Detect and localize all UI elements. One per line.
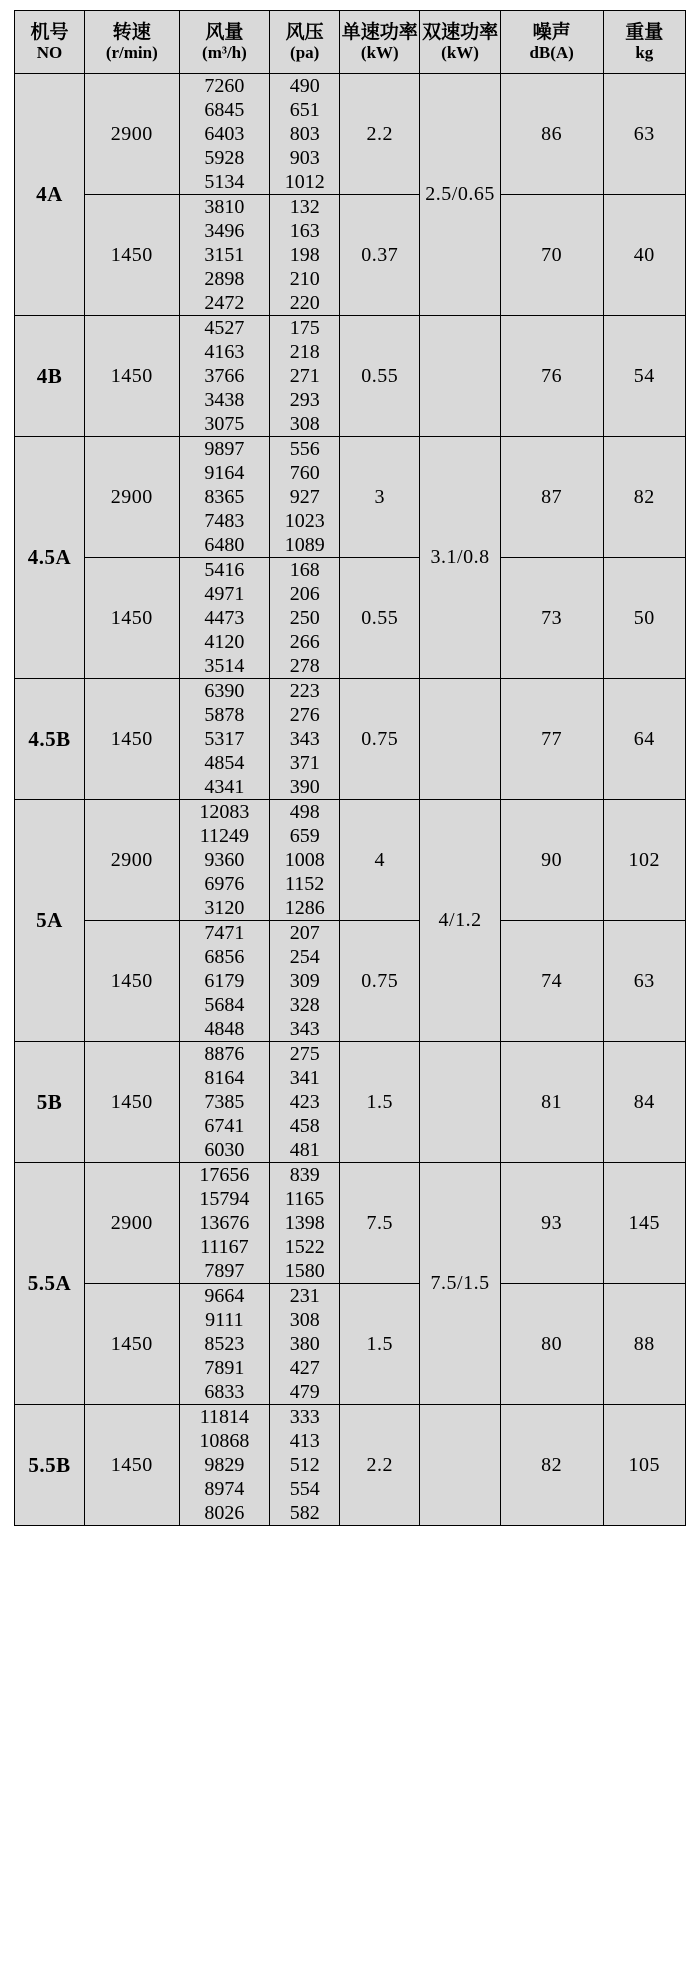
flow-value: 6403 <box>204 123 245 145</box>
dual-power-cell <box>420 316 500 437</box>
flow-value: 10868 <box>199 1430 250 1452</box>
flow-value: 9360 <box>204 849 245 871</box>
noise-cell: 80 <box>500 1284 603 1405</box>
dual-power-cell: 3.1/0.8 <box>420 437 500 679</box>
column-header-1 <box>84 11 179 74</box>
pressure-cell <box>270 1163 340 1284</box>
flow-value: 7385 <box>204 1091 245 1113</box>
pressure-value: 512 <box>289 1454 320 1476</box>
pressure-cell <box>270 74 340 195</box>
dual-power-cell: 4/1.2 <box>420 800 500 1042</box>
pressure-value: 276 <box>289 704 320 726</box>
noise-cell: 90 <box>500 800 603 921</box>
pressure-cell <box>270 679 340 800</box>
flow-value: 9164 <box>204 462 245 484</box>
flow-value: 4854 <box>204 752 245 774</box>
pressure-value: 220 <box>289 292 320 314</box>
table-row <box>15 1405 686 1526</box>
flow-value: 5134 <box>204 171 245 193</box>
pressure-value: 1398 <box>284 1212 325 1234</box>
model-cell: 4.5B <box>15 679 85 800</box>
flow-value: 8523 <box>204 1333 245 1355</box>
pressure-value: 659 <box>289 825 320 847</box>
pressure-cell <box>270 437 340 558</box>
rpm-cell: 1450 <box>84 1284 179 1405</box>
column-header-unit: NO <box>36 43 63 63</box>
noise-cell: 73 <box>500 558 603 679</box>
pressure-value: 490 <box>289 75 320 97</box>
flow-value: 7897 <box>204 1260 245 1282</box>
column-header-unit: dB(A) <box>529 43 574 63</box>
flow-value: 4120 <box>204 631 245 653</box>
pressure-value: 1012 <box>284 171 325 193</box>
pressure-cell <box>270 316 340 437</box>
flow-cell <box>179 1042 270 1163</box>
pressure-value: 206 <box>289 583 320 605</box>
single-power-cell: 7.5 <box>340 1163 420 1284</box>
pressure-value: 250 <box>289 607 320 629</box>
rpm-cell: 1450 <box>84 921 179 1042</box>
pressure-cell <box>270 1405 340 1526</box>
flow-value: 4848 <box>204 1018 245 1040</box>
column-header-7 <box>603 11 685 74</box>
flow-value: 2472 <box>204 292 245 314</box>
column-header-unit: (kW) <box>441 43 479 63</box>
flow-value: 4473 <box>204 607 245 629</box>
column-header-unit: kg <box>635 43 654 63</box>
flow-value: 5416 <box>204 559 245 581</box>
rpm-cell: 2900 <box>84 1163 179 1284</box>
pressure-value: 1165 <box>285 1188 325 1210</box>
flow-value: 4341 <box>204 776 245 798</box>
dual-power-cell <box>420 1405 500 1526</box>
column-header-title: 噪声 <box>532 21 571 43</box>
pressure-value: 458 <box>289 1115 320 1137</box>
noise-cell: 86 <box>500 74 603 195</box>
pressure-cell <box>270 1042 340 1163</box>
column-header-title: 重量 <box>625 21 664 43</box>
flow-value: 3438 <box>204 389 245 411</box>
flow-value: 3151 <box>204 244 245 266</box>
column-header-4 <box>340 11 420 74</box>
model-cell: 4.5A <box>15 437 85 679</box>
pressure-value: 1089 <box>284 534 325 556</box>
noise-cell: 87 <box>500 437 603 558</box>
column-header-title: 机号 <box>30 21 69 43</box>
flow-value: 8974 <box>204 1478 245 1500</box>
rpm-cell: 1450 <box>84 316 179 437</box>
pressure-cell <box>270 195 340 316</box>
flow-value: 9111 <box>205 1309 244 1331</box>
weight-cell: 82 <box>603 437 685 558</box>
pressure-value: 293 <box>289 389 320 411</box>
column-header-unit: (kW) <box>360 43 399 63</box>
weight-cell: 105 <box>603 1405 685 1526</box>
flow-value: 3514 <box>204 655 245 677</box>
flow-value: 6976 <box>204 873 245 895</box>
table-body <box>15 74 686 1526</box>
single-power-cell: 4 <box>340 800 420 921</box>
table-header <box>15 11 686 74</box>
model-cell: 4B <box>15 316 85 437</box>
flow-cell <box>179 1405 270 1526</box>
pressure-cell <box>270 558 340 679</box>
pressure-value: 1286 <box>284 897 325 919</box>
flow-value: 7483 <box>204 510 245 532</box>
flow-cell <box>179 558 270 679</box>
flow-value: 15794 <box>199 1188 250 1210</box>
weight-cell: 63 <box>603 921 685 1042</box>
flow-value: 8026 <box>204 1502 245 1524</box>
flow-value: 5878 <box>204 704 245 726</box>
flow-value: 8876 <box>204 1043 245 1065</box>
table-row <box>15 679 686 800</box>
pressure-value: 254 <box>289 946 320 968</box>
pressure-value: 651 <box>289 99 320 121</box>
noise-cell: 74 <box>500 921 603 1042</box>
dual-power-cell <box>420 679 500 800</box>
noise-cell: 77 <box>500 679 603 800</box>
flow-cell <box>179 1163 270 1284</box>
single-power-cell: 2.2 <box>340 1405 420 1526</box>
model-cell: 5B <box>15 1042 85 1163</box>
model-cell: 5A <box>15 800 85 1042</box>
table-row <box>15 74 686 195</box>
rpm-cell: 1450 <box>84 195 179 316</box>
column-header-2 <box>179 11 270 74</box>
rpm-cell: 2900 <box>84 74 179 195</box>
flow-value: 3120 <box>204 897 245 919</box>
table-row <box>15 558 686 679</box>
pressure-value: 275 <box>289 1043 320 1065</box>
flow-value: 8365 <box>204 486 245 508</box>
flow-value: 9829 <box>204 1454 245 1476</box>
table-row <box>15 437 686 558</box>
rpm-cell: 2900 <box>84 800 179 921</box>
pressure-value: 278 <box>289 655 320 677</box>
pressure-value: 168 <box>289 559 320 581</box>
pressure-value: 481 <box>289 1139 320 1161</box>
flow-cell <box>179 1284 270 1405</box>
single-power-cell: 3 <box>340 437 420 558</box>
pressure-value: 175 <box>289 317 320 339</box>
flow-value: 6390 <box>204 680 245 702</box>
flow-value: 9897 <box>204 438 245 460</box>
pressure-value: 308 <box>289 413 320 435</box>
header-row <box>15 11 686 74</box>
flow-value: 4527 <box>204 317 245 339</box>
flow-cell <box>179 74 270 195</box>
flow-value: 6480 <box>204 534 245 556</box>
flow-value: 7471 <box>204 922 245 944</box>
flow-cell <box>179 437 270 558</box>
spec-sheet <box>0 10 700 1965</box>
flow-value: 6833 <box>204 1381 245 1403</box>
model-cell: 5.5B <box>15 1405 85 1526</box>
column-header-unit: (pa) <box>290 43 320 63</box>
pressure-value: 1152 <box>285 873 325 895</box>
pressure-value: 231 <box>289 1285 320 1307</box>
pressure-cell <box>270 800 340 921</box>
flow-cell <box>179 800 270 921</box>
single-power-cell: 0.55 <box>340 558 420 679</box>
weight-cell: 88 <box>603 1284 685 1405</box>
column-header-unit: (m³/h) <box>202 43 247 63</box>
pressure-value: 390 <box>289 776 320 798</box>
pressure-value: 343 <box>289 1018 320 1040</box>
noise-cell: 76 <box>500 316 603 437</box>
flow-cell <box>179 679 270 800</box>
flow-value: 12083 <box>199 801 250 823</box>
pressure-value: 479 <box>289 1381 320 1403</box>
flow-value: 5928 <box>204 147 245 169</box>
pressure-value: 308 <box>289 1309 320 1331</box>
noise-cell: 81 <box>500 1042 603 1163</box>
column-header-title: 转速 <box>112 21 151 43</box>
pressure-value: 1008 <box>284 849 325 871</box>
weight-cell: 50 <box>603 558 685 679</box>
pressure-value: 1522 <box>284 1236 325 1258</box>
weight-cell: 145 <box>603 1163 685 1284</box>
pressure-value: 839 <box>289 1164 320 1186</box>
column-header-title: 单速功率 <box>341 21 418 43</box>
flow-value: 6030 <box>204 1139 245 1161</box>
flow-value: 6845 <box>204 99 245 121</box>
pressure-value: 1023 <box>284 510 325 532</box>
weight-cell: 64 <box>603 679 685 800</box>
pressure-value: 266 <box>289 631 320 653</box>
pressure-value: 423 <box>289 1091 320 1113</box>
pressure-value: 223 <box>289 680 320 702</box>
pressure-value: 371 <box>289 752 320 774</box>
pressure-value: 903 <box>289 147 320 169</box>
pressure-value: 760 <box>289 462 320 484</box>
pressure-value: 427 <box>289 1357 320 1379</box>
dual-power-cell: 2.5/0.65 <box>420 74 500 316</box>
flow-value: 4971 <box>204 583 245 605</box>
table-row <box>15 195 686 316</box>
flow-value: 2898 <box>204 268 245 290</box>
noise-cell: 82 <box>500 1405 603 1526</box>
flow-value: 5317 <box>204 728 245 750</box>
flow-value: 11249 <box>199 825 250 847</box>
pressure-cell <box>270 921 340 1042</box>
single-power-cell: 0.75 <box>340 679 420 800</box>
pressure-value: 271 <box>289 365 320 387</box>
rpm-cell: 1450 <box>84 679 179 800</box>
column-header-0 <box>15 11 85 74</box>
pressure-value: 132 <box>289 196 320 218</box>
table-row <box>15 316 686 437</box>
pressure-value: 328 <box>289 994 320 1016</box>
flow-value: 7891 <box>204 1357 245 1379</box>
pressure-value: 198 <box>289 244 320 266</box>
single-power-cell: 0.75 <box>340 921 420 1042</box>
pressure-value: 498 <box>289 801 320 823</box>
table-row <box>15 1284 686 1405</box>
pressure-value: 333 <box>289 1406 320 1428</box>
column-header-6 <box>500 11 603 74</box>
column-header-title: 风压 <box>285 21 324 43</box>
single-power-cell: 2.2 <box>340 74 420 195</box>
single-power-cell: 1.5 <box>340 1284 420 1405</box>
fan-specification-table <box>14 10 686 1526</box>
flow-value: 13676 <box>199 1212 250 1234</box>
flow-value: 3766 <box>204 365 245 387</box>
pressure-value: 380 <box>289 1333 320 1355</box>
flow-value: 9664 <box>204 1285 245 1307</box>
column-header-unit: (r/min) <box>105 43 158 63</box>
flow-value: 4163 <box>204 341 245 363</box>
flow-value: 3075 <box>204 413 245 435</box>
flow-value: 11814 <box>199 1406 250 1428</box>
pressure-value: 207 <box>289 922 320 944</box>
flow-value: 17656 <box>199 1164 250 1186</box>
pressure-value: 341 <box>289 1067 320 1089</box>
model-cell: 5.5A <box>15 1163 85 1405</box>
flow-cell <box>179 195 270 316</box>
column-header-5 <box>420 11 500 74</box>
model-cell: 4A <box>15 74 85 316</box>
noise-cell: 70 <box>500 195 603 316</box>
weight-cell: 40 <box>603 195 685 316</box>
weight-cell: 54 <box>603 316 685 437</box>
flow-cell <box>179 921 270 1042</box>
flow-value: 7260 <box>204 75 245 97</box>
rpm-cell: 2900 <box>84 437 179 558</box>
pressure-cell <box>270 1284 340 1405</box>
table-row <box>15 1163 686 1284</box>
pressure-value: 309 <box>289 970 320 992</box>
pressure-value: 803 <box>289 123 320 145</box>
flow-cell <box>179 316 270 437</box>
pressure-value: 582 <box>289 1502 320 1524</box>
pressure-value: 927 <box>289 486 320 508</box>
pressure-value: 556 <box>289 438 320 460</box>
pressure-value: 343 <box>289 728 320 750</box>
weight-cell: 84 <box>603 1042 685 1163</box>
single-power-cell: 1.5 <box>340 1042 420 1163</box>
column-header-title: 双速功率 <box>422 21 499 43</box>
flow-value: 6856 <box>204 946 245 968</box>
flow-value: 3810 <box>204 196 245 218</box>
pressure-value: 210 <box>289 268 320 290</box>
flow-value: 11167 <box>200 1236 249 1258</box>
rpm-cell: 1450 <box>84 558 179 679</box>
pressure-value: 163 <box>289 220 320 242</box>
flow-value: 6179 <box>204 970 245 992</box>
flow-value: 6741 <box>204 1115 245 1137</box>
table-row <box>15 1042 686 1163</box>
flow-value: 3496 <box>204 220 245 242</box>
column-header-3 <box>270 11 340 74</box>
column-header-title: 风量 <box>205 21 244 43</box>
rpm-cell: 1450 <box>84 1042 179 1163</box>
noise-cell: 93 <box>500 1163 603 1284</box>
table-row <box>15 800 686 921</box>
pressure-value: 413 <box>289 1430 320 1452</box>
flow-value: 5684 <box>204 994 245 1016</box>
table-row <box>15 921 686 1042</box>
pressure-value: 218 <box>289 341 320 363</box>
weight-cell: 102 <box>603 800 685 921</box>
flow-value: 8164 <box>204 1067 245 1089</box>
rpm-cell: 1450 <box>84 1405 179 1526</box>
single-power-cell: 0.37 <box>340 195 420 316</box>
pressure-value: 1580 <box>284 1260 325 1282</box>
single-power-cell: 0.55 <box>340 316 420 437</box>
pressure-value: 554 <box>289 1478 320 1500</box>
dual-power-cell: 7.5/1.5 <box>420 1163 500 1405</box>
weight-cell: 63 <box>603 74 685 195</box>
dual-power-cell <box>420 1042 500 1163</box>
